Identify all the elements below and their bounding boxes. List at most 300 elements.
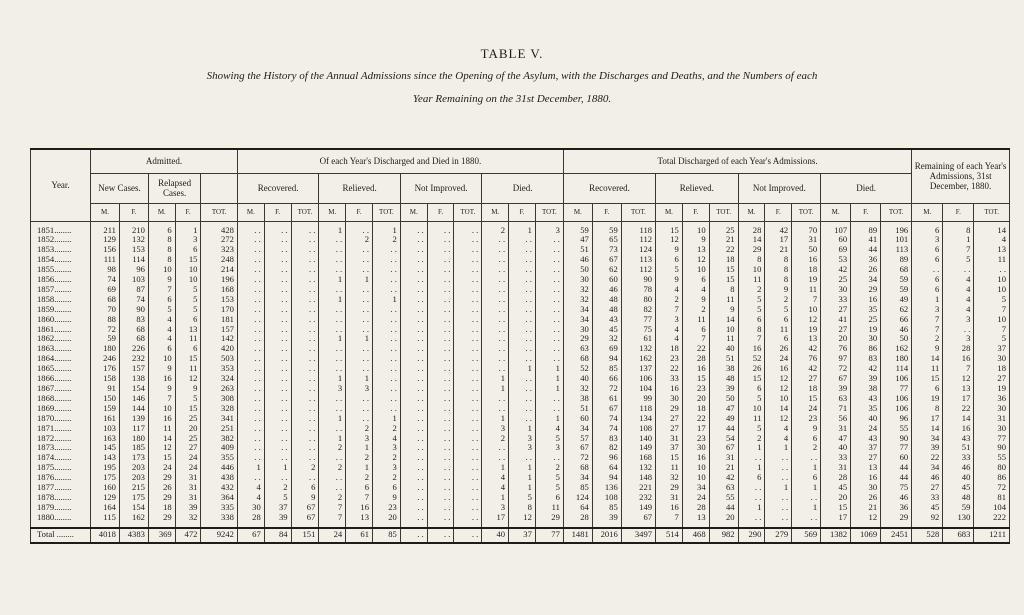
table-row — [31, 364, 1010, 374]
column-header-tot: TOT. — [709, 203, 738, 221]
table-row — [31, 463, 1010, 473]
table-cell: 85 — [592, 503, 621, 513]
table-cell: . . — [400, 295, 427, 305]
table-cell: 8 — [148, 235, 175, 245]
table-cell: . . — [427, 483, 454, 493]
table-cell: 57 — [563, 434, 592, 444]
table-cell: 2 — [656, 295, 683, 305]
table-cell: 1 — [509, 364, 536, 374]
table-cell: . . — [509, 305, 536, 315]
table-cell: 29 — [535, 513, 563, 523]
table-cell: 107 — [821, 226, 851, 236]
table-cell: 11 — [738, 275, 765, 285]
total-row — [31, 528, 1010, 543]
table-cell: 28 — [682, 503, 709, 513]
column-header-tot: TOT. — [881, 203, 912, 221]
total-label: Total ........ — [31, 528, 91, 543]
table-cell: 94 — [592, 354, 621, 364]
table-cell: 382 — [201, 434, 238, 444]
table-cell: 196 — [881, 226, 912, 236]
table-cell: 67 — [291, 513, 319, 523]
table-cell: 3 — [943, 315, 974, 325]
table-cell: 24 — [851, 424, 881, 434]
table-cell: 63 — [821, 394, 851, 404]
table-cell: 16 — [943, 354, 974, 364]
table-cell: . . — [482, 325, 509, 335]
table-cell: 13 — [682, 513, 709, 523]
total-cell: 369 — [148, 528, 175, 543]
table-cell: 21 — [851, 503, 881, 513]
row-year: 1858........ — [31, 295, 91, 305]
table-cell: . . — [765, 473, 792, 483]
table-cell: 10 — [765, 394, 792, 404]
row-year: 1856........ — [31, 275, 91, 285]
table-cell: 420 — [201, 344, 238, 354]
table-cell: 23 — [656, 354, 683, 364]
table-cell: 164 — [91, 503, 120, 513]
table-cell: 7 — [912, 315, 943, 325]
table-cell: 6 — [738, 315, 765, 325]
table-cell: 63 — [709, 483, 738, 493]
table-cell: . . — [291, 255, 319, 265]
table-cell: 1 — [319, 414, 346, 424]
table-cell: . . — [264, 414, 291, 424]
table-cell: 51 — [943, 443, 974, 453]
table-cell: 86 — [851, 344, 881, 354]
table-cell: 22 — [656, 364, 683, 374]
table-cell: 29 — [738, 245, 765, 255]
table-cell: 8 — [943, 226, 974, 236]
year-header: Year. — [31, 149, 91, 221]
table-cell: 17 — [912, 414, 943, 424]
table-cell: 15 — [792, 394, 821, 404]
table-cell: 29 — [148, 473, 175, 483]
table-cell: 323 — [201, 245, 238, 255]
table-cell: 11 — [765, 325, 792, 335]
table-cell: . . — [482, 334, 509, 344]
table-cell: 8 — [148, 255, 175, 265]
table-cell: 1 — [535, 374, 563, 384]
table-cell: 82 — [592, 443, 621, 453]
table-cell: 6 — [912, 245, 943, 255]
row-year: 1871........ — [31, 424, 91, 434]
table-cell: 143 — [91, 453, 120, 463]
relapsed-cases-header: Relapsed Cases. — [148, 173, 201, 203]
table-cell: 6 — [682, 275, 709, 285]
table-cell: 27 — [821, 325, 851, 335]
table-cell: . . — [454, 334, 482, 344]
table-cell: . . — [400, 255, 427, 265]
table-cell: 15 — [656, 453, 683, 463]
table-cell: . . — [264, 404, 291, 414]
table-cell: 40 — [709, 344, 738, 354]
table-cell: 33 — [821, 453, 851, 463]
table-cell: 308 — [201, 394, 238, 404]
table-cell: 4 — [148, 325, 175, 335]
table-cell: 47 — [709, 404, 738, 414]
column-header-f: F. — [943, 203, 974, 221]
table-cell: . . — [765, 463, 792, 473]
table-cell: 38 — [563, 394, 592, 404]
table-cell: 56 — [821, 414, 851, 424]
table-cell: 222 — [974, 513, 1010, 523]
table-cell: 157 — [201, 325, 238, 335]
table-cell: 78 — [621, 285, 655, 295]
column-header-tot: TOT. — [201, 203, 238, 221]
table-cell: . . — [319, 483, 346, 493]
table-cell: 48 — [592, 295, 621, 305]
table-cell: 67 — [592, 255, 621, 265]
table-cell: 112 — [621, 265, 655, 275]
table-cell: 4 — [535, 424, 563, 434]
table-cell: 10 — [682, 473, 709, 483]
table-cell: 15 — [175, 255, 201, 265]
table-cell: 4 — [974, 235, 1010, 245]
table-cell: 11 — [175, 364, 201, 374]
table-cell: . . — [509, 325, 536, 335]
table-cell: . . — [400, 443, 427, 453]
table-cell: 14 — [943, 414, 974, 424]
table-cell: 12 — [851, 513, 881, 523]
total-cell: 468 — [682, 528, 709, 543]
table-cell: 39 — [175, 503, 201, 513]
table-cell: 50 — [563, 265, 592, 275]
table-cell: 5 — [738, 394, 765, 404]
table-cell: 1 — [509, 483, 536, 493]
table-cell: 96 — [881, 414, 912, 424]
table-cell: . . — [237, 443, 264, 453]
table-cell: 114 — [119, 255, 148, 265]
table-cell: 6 — [175, 245, 201, 255]
table-row — [31, 434, 1010, 444]
table-cell: . . — [237, 453, 264, 463]
table-cell: . . — [291, 285, 319, 295]
table-cell: 22 — [912, 453, 943, 463]
table-cell: 180 — [91, 344, 120, 354]
table-cell: 195 — [91, 463, 120, 473]
table-cell: . . — [291, 424, 319, 434]
table-subtitle-line1: Showing the History of the Annual Admissions since the Opening of the Asylum, with the Discharges and Deaths, and the Numbers of each — [206, 70, 818, 82]
table-cell: . . — [427, 453, 454, 463]
table-cell: 37 — [851, 443, 881, 453]
table-cell: 246 — [91, 354, 120, 364]
table-cell: 35 — [851, 404, 881, 414]
table-cell: 10 — [148, 354, 175, 364]
table-cell: 6 — [738, 473, 765, 483]
table-cell: 113 — [881, 245, 912, 255]
table-cell: 30 — [563, 325, 592, 335]
table-cell: 23 — [682, 384, 709, 394]
table-cell: 55 — [709, 493, 738, 503]
table-cell: 5 — [738, 424, 765, 434]
table-cell: . . — [372, 255, 400, 265]
table-cell: . . — [237, 255, 264, 265]
column-header-tot: TOT. — [621, 203, 655, 221]
table-cell: 28 — [563, 513, 592, 523]
table-cell: 33 — [821, 295, 851, 305]
table-cell: . . — [454, 344, 482, 354]
table-cell: 226 — [119, 344, 148, 354]
column-header-tot: TOT. — [291, 203, 319, 221]
table-cell: 5 — [535, 473, 563, 483]
table-cell: 44 — [851, 245, 881, 255]
table-cell: . . — [319, 245, 346, 255]
table-cell: 3 — [509, 443, 536, 453]
table-cell: 13 — [851, 463, 881, 473]
table-cell: 2 — [346, 424, 373, 434]
table-cell: 59 — [881, 285, 912, 295]
row-year: 1870........ — [31, 414, 91, 424]
table-cell: 16 — [656, 384, 683, 394]
table-cell: 10 — [175, 275, 201, 285]
of-each-year-header: Of each Year's Discharged and Died in 1880. — [237, 149, 563, 173]
table-cell: . . — [291, 473, 319, 483]
table-cell: 6 — [912, 285, 943, 295]
table-cell: . . — [291, 404, 319, 414]
table-cell: 62 — [592, 265, 621, 275]
table-cell: 263 — [201, 384, 238, 394]
table-cell: . . — [237, 305, 264, 315]
table-cell: 9 — [656, 245, 683, 255]
table-cell: 5 — [264, 493, 291, 503]
column-header-f: F. — [765, 203, 792, 221]
table-cell: 11 — [709, 295, 738, 305]
table-cell: 74 — [119, 295, 148, 305]
table-cell: 67 — [592, 404, 621, 414]
table-cell: 8 — [709, 285, 738, 295]
table-cell: 67 — [563, 443, 592, 453]
table-cell: . . — [454, 453, 482, 463]
table-cell: 10 — [792, 305, 821, 315]
table-cell: . . — [291, 434, 319, 444]
table-cell: 26 — [765, 344, 792, 354]
table-cell: 3 — [319, 384, 346, 394]
table-cell: . . — [738, 483, 765, 493]
table-cell: . . — [427, 285, 454, 295]
table-cell: 8 — [738, 325, 765, 335]
table-cell: . . — [291, 325, 319, 335]
table-cell: 341 — [201, 414, 238, 424]
table-cell: . . — [509, 374, 536, 384]
table-cell: 2 — [535, 463, 563, 473]
table-cell: 4 — [765, 434, 792, 444]
table-cell: 176 — [91, 364, 120, 374]
table-cell: . . — [264, 424, 291, 434]
table-cell: 28 — [943, 344, 974, 354]
table-row — [31, 305, 1010, 315]
table-cell: 37 — [656, 443, 683, 453]
table-cell: 32 — [563, 285, 592, 295]
table-cell: 4 — [943, 295, 974, 305]
table-cell: 1 — [372, 226, 400, 236]
table-cell: . . — [237, 344, 264, 354]
table-cell: 132 — [621, 463, 655, 473]
table-cell: 50 — [792, 245, 821, 255]
table-cell: . . — [454, 443, 482, 453]
table-cell: . . — [427, 404, 454, 414]
table-cell: . . — [319, 315, 346, 325]
table-cell: 215 — [119, 483, 148, 493]
table-cell: 69 — [592, 344, 621, 354]
total-cell: 37 — [509, 528, 536, 543]
table-cell: . . — [509, 265, 536, 275]
table-cell: 22 — [709, 245, 738, 255]
table-cell: . . — [427, 305, 454, 315]
table-cell: 13 — [682, 245, 709, 255]
table-cell: 77 — [881, 384, 912, 394]
table-cell: . . — [454, 235, 482, 245]
new-cases-header: New Cases. — [91, 173, 149, 203]
table-cell: . . — [482, 394, 509, 404]
table-row — [31, 374, 1010, 384]
table-cell: 113 — [621, 255, 655, 265]
table-cell: 18 — [656, 344, 683, 354]
table-cell: 27 — [821, 305, 851, 315]
table-cell: 1 — [482, 374, 509, 384]
table-cell: 1 — [765, 483, 792, 493]
table-cell: 162 — [119, 513, 148, 523]
died-1880-header: Died. — [482, 173, 564, 203]
table-cell: 91 — [91, 384, 120, 394]
table-cell: 51 — [709, 354, 738, 364]
table-cell: . . — [792, 513, 821, 523]
table-cell: . . — [237, 226, 264, 236]
table-cell: . . — [400, 245, 427, 255]
table-cell: . . — [400, 344, 427, 354]
table-cell: 32 — [563, 295, 592, 305]
table-cell: 7 — [319, 503, 346, 513]
row-year: 1879........ — [31, 503, 91, 513]
table-cell: . . — [454, 325, 482, 335]
table-cell: 21 — [765, 245, 792, 255]
table-cell: 67 — [821, 374, 851, 384]
table-cell: 40 — [563, 374, 592, 384]
table-row — [31, 315, 1010, 325]
table-cell: . . — [454, 255, 482, 265]
table-cell: 1 — [792, 463, 821, 473]
table-cell: 214 — [201, 265, 238, 275]
remaining-header: Remaining of each Year's Admissions, 31st December, 1880. — [912, 149, 1010, 203]
table-cell: 17 — [482, 513, 509, 523]
table-cell: 13 — [346, 513, 373, 523]
total-cell: 3497 — [621, 528, 655, 543]
table-cell: 68 — [881, 265, 912, 275]
table-cell: 24 — [175, 453, 201, 463]
table-cell: . . — [454, 315, 482, 325]
table-cell: 67 — [709, 443, 738, 453]
table-cell: . . — [372, 374, 400, 384]
table-cell: 87 — [119, 285, 148, 295]
table-cell: 46 — [592, 285, 621, 295]
row-year: 1861........ — [31, 325, 91, 335]
column-header-tot: TOT. — [792, 203, 821, 221]
table-cell: . . — [237, 473, 264, 483]
table-cell: 55 — [881, 424, 912, 434]
table-cell: 31 — [175, 493, 201, 503]
row-year: 1852........ — [31, 235, 91, 245]
table-cell: 9 — [765, 285, 792, 295]
table-cell: . . — [291, 295, 319, 305]
table-cell: . . — [291, 315, 319, 325]
table-cell: 31 — [656, 434, 683, 444]
table-cell: 115 — [91, 513, 120, 523]
table-cell: . . — [400, 334, 427, 344]
table-cell: 77 — [974, 434, 1010, 444]
table-cell: . . — [264, 325, 291, 335]
table-cell: 2 — [319, 493, 346, 503]
table-cell: 72 — [821, 364, 851, 374]
table-cell: . . — [264, 443, 291, 453]
table-cell: 364 — [201, 493, 238, 503]
table-cell: 6 — [372, 483, 400, 493]
table-cell: 6 — [175, 315, 201, 325]
table-cell: 4 — [656, 285, 683, 295]
table-cell: . . — [264, 265, 291, 275]
table-cell: 65 — [592, 235, 621, 245]
table-cell: . . — [427, 226, 454, 236]
table-cell: 5 — [738, 295, 765, 305]
table-cell: . . — [427, 443, 454, 453]
table-cell: 118 — [621, 226, 655, 236]
table-cell: 272 — [201, 235, 238, 245]
table-cell: 83 — [851, 354, 881, 364]
table-cell: 52 — [738, 354, 765, 364]
table-cell: . . — [427, 325, 454, 335]
table-cell: 2 — [765, 295, 792, 305]
table-cell: 48 — [943, 493, 974, 503]
table-cell: . . — [346, 414, 373, 424]
table-cell: 101 — [881, 235, 912, 245]
table-cell: 2 — [912, 334, 943, 344]
table-cell: . . — [535, 344, 563, 354]
table-cell: 96 — [592, 453, 621, 463]
table-cell: . . — [400, 305, 427, 315]
table-cell: 30 — [682, 443, 709, 453]
table-cell: 17 — [682, 424, 709, 434]
table-row — [31, 255, 1010, 265]
table-cell: . . — [400, 364, 427, 374]
table-cell: 42 — [851, 364, 881, 374]
column-header-tot: TOT. — [454, 203, 482, 221]
table-cell: 9 — [175, 384, 201, 394]
table-cell: 6 — [148, 295, 175, 305]
table-cell: 43 — [943, 434, 974, 444]
table-cell: 60 — [592, 275, 621, 285]
table-cell: . . — [509, 255, 536, 265]
total-cell: 1069 — [851, 528, 881, 543]
table-cell: 156 — [91, 245, 120, 255]
table-cell: 4 — [943, 275, 974, 285]
table-cell: 12 — [656, 235, 683, 245]
column-header-m: M. — [563, 203, 592, 221]
table-cell: 1 — [482, 384, 509, 394]
table-cell: 6 — [765, 315, 792, 325]
table-cell: 72 — [974, 483, 1010, 493]
table-cell: . . — [509, 394, 536, 404]
table-cell: . . — [372, 325, 400, 335]
table-cell: 34 — [912, 463, 943, 473]
table-cell: 132 — [119, 235, 148, 245]
table-cell: 9 — [372, 493, 400, 503]
total-cell: 84 — [264, 528, 291, 543]
table-cell: . . — [237, 245, 264, 255]
total-cell: 1382 — [821, 528, 851, 543]
table-cell: 1 — [264, 463, 291, 473]
table-cell: 52 — [563, 364, 592, 374]
table-cell: 64 — [592, 463, 621, 473]
table-cell: 138 — [119, 374, 148, 384]
table-cell: . . — [264, 275, 291, 285]
